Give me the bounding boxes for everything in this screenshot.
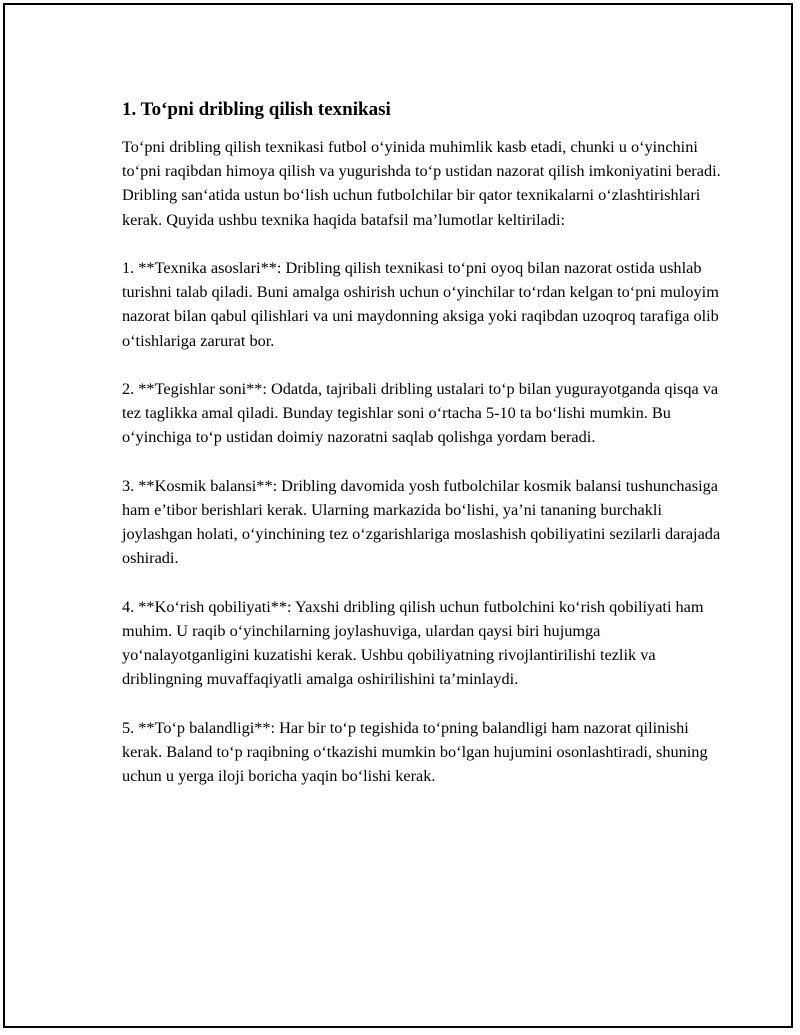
page-frame (3, 3, 793, 1028)
document-body (122, 98, 722, 813)
document-title: 1. To‘pni dribling qilish texnikasi (122, 99, 391, 120)
paragraph-touch-count: 2. **Tegishlar soni**: Odatda, tajribali dribling ustalari to‘p bilan yugurayotganda qisqa va tez taglikka amal qiladi. Bunday tegishlar soni o‘rtacha 5-10 ta bo‘lishi mumkin. Bu o‘yinchiga to‘p ustidan doimiy nazoratni saqlab qolishga yordam beradi. (122, 379, 719, 447)
paragraph-vision: 4. **Ko‘rish qobiliyati**: Yaxshi dribling qilish uchun futbolchini ko‘rish qobiliyati ham muhim. U raqib o‘yinchilarning joylashuviga, ulardan qaysi biri hujumga yo‘nalayotganligini kuzatishi kerak. Ushbu qobiliyatning rivojlantirilishi tezlik va driblingning muvaffaqiyatli amalga oshirilishini ta’minlaydi. (122, 596, 704, 689)
paragraph-spatial-balance: 3. **Kosmik balansi**: Dribling davomida yosh futbolchilar kosmik balansi tushunchasiga ham e’tibor berishlari kerak. Ularning markazida bo‘lishi, ya’ni tananing burchakli joylashgan holati, o‘yinchining tez o‘zgarishlariga moslashish qobiliyatini sezilarli darajada oshiradi. (122, 475, 721, 568)
paragraph-ball-height: 5. **To‘p balandligi**: Har bir to‘p tegishida to‘pning balandligi ham nazorat qilinishi kerak. Baland to‘p raqibning o‘tkazishi mumkin bo‘lgan hujumini osonlashtiradi, shuning uchun u yerga iloji boricha yaqin bo‘lishi kerak. (122, 717, 708, 786)
paragraph-technique-basics: 1. **Texnika asoslari**: Dribling qilish texnikasi to‘pni oyoq bilan nazorat ostida ushlab turishni talab qiladi. Buni amalga oshirish uchun o‘yinchilar to‘rdan kelgan to‘pni muloyim nazorat bilan qabul qilishlari va uni maydonning aksiga yoki raqibdan uzoqroq tarafiga olib o‘tishlariga zarurat bor. (122, 258, 719, 350)
paragraph-intro: To‘pni dribling qilish texnikasi futbol o‘yinida muhimlik kasb etadi, chunki u o‘yinchini to‘pni raqibdan himoya qilish va yugurishda to‘p ustidan nazorat qilish imkoniyatini beradi. Dribling san‘atida ustun bo‘lish uchun futbolchilar bir qator texnikalarni o‘zlashtirishlari kerak. Quyida ushbu texnika haqida batafsil ma’lumotlar keltiriladi: (122, 137, 721, 229)
